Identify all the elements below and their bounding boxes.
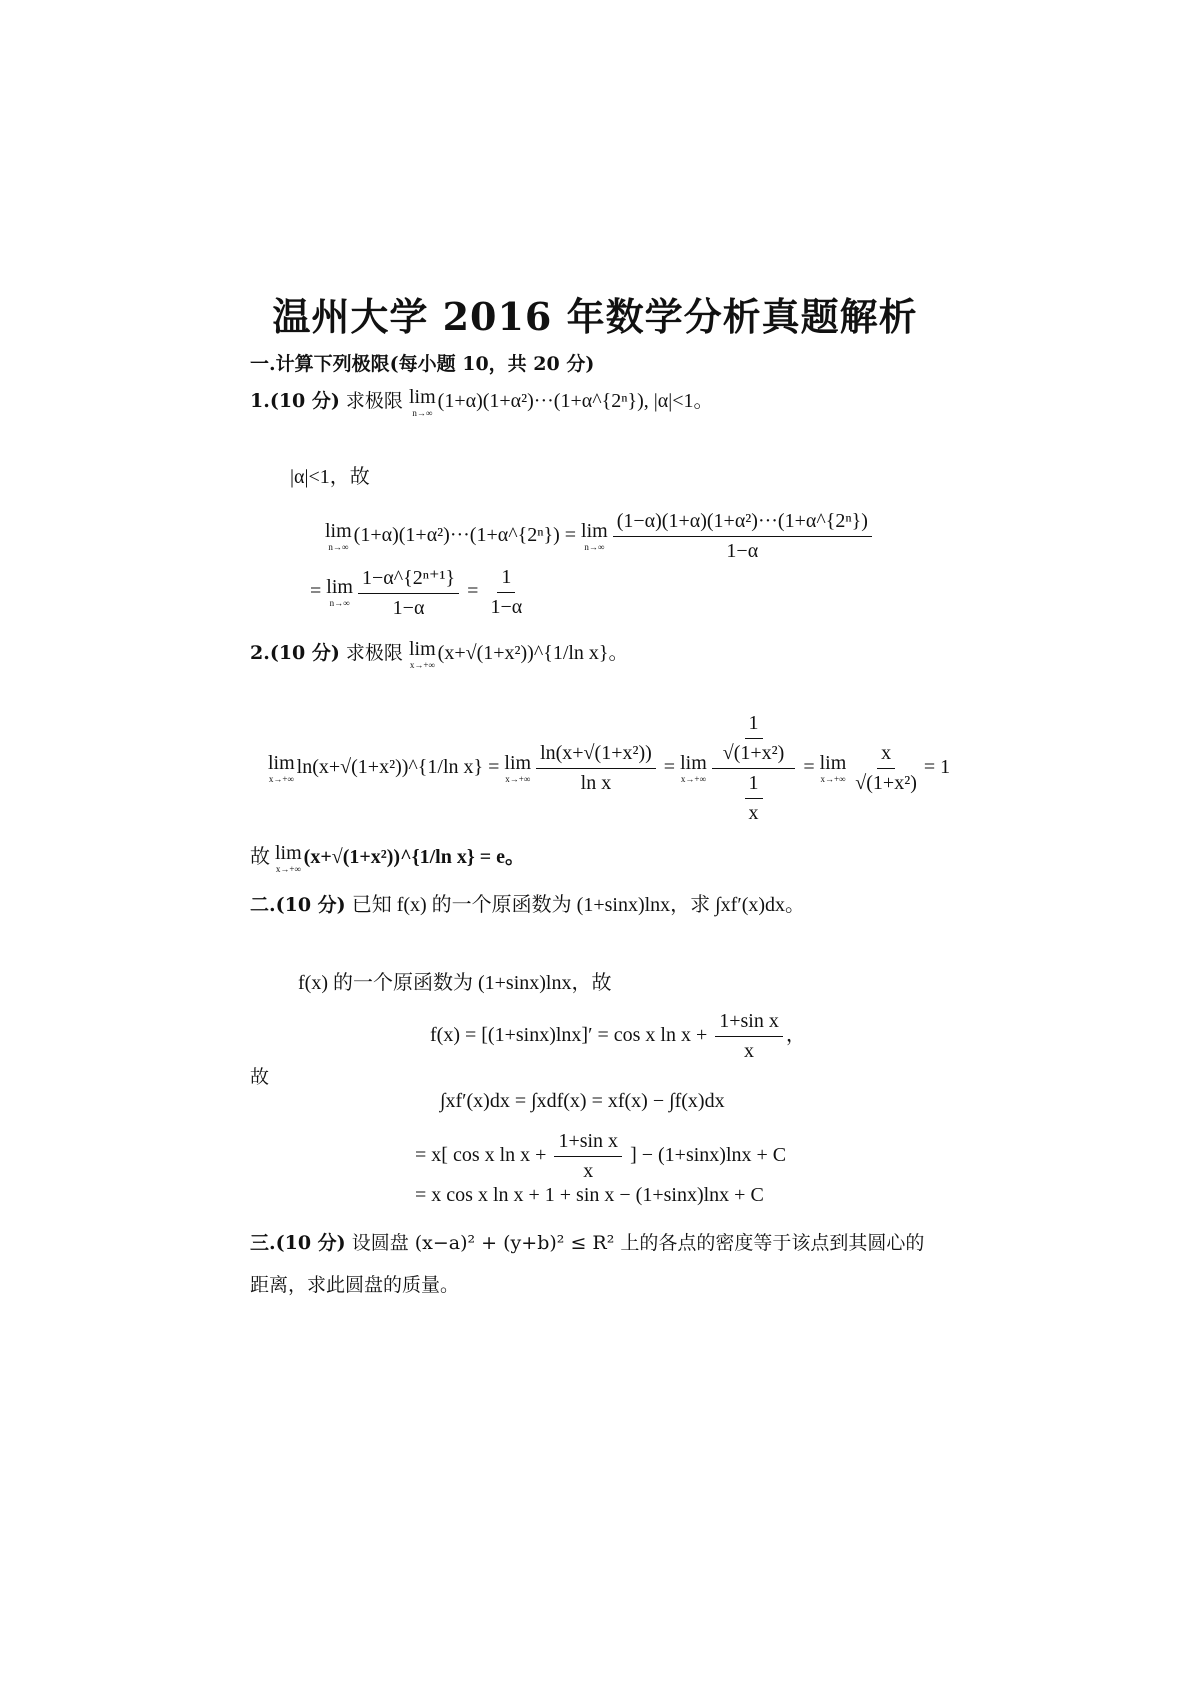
section2-sol-int1: ∫xf′(x)dx = ∫xdf(x) = xf(x) − ∫f(x)dx [440,1090,725,1112]
q1-sol-fraction3: $\frac{1}{1-\alpha}$ [490,566,523,618]
q1-lim: lim n→∞ [408,385,436,418]
q2-sol-result: = 1 [923,756,951,779]
q2-conclusion: 故 lim x→+∞ (x+√(1+x²))^{1/ln x} = e。 [250,841,525,874]
section2-line [250,888,805,917]
section3-line1 [250,1228,924,1255]
q1-solution-line1: lim n→∞ (1+α)(1+α²)···(1+α^{2ⁿ}) = lim n→∞ $\frac{\text{(1−α)(1+α)(1+α²)···(1+α\textasciicircum{}\{2ⁿ\})}}{1-\alpha}$ [325,510,875,563]
section2-sol-int2: = x[ cos x ln x + $\frac{\text{1+sin x}}{x}$ ] − (1+sinx)lnx + C [415,1130,787,1182]
q1-given: |α|<1，故 [290,466,370,488]
section1-heading: 一.计算下列极限(每小题 10，共 20 分) [250,353,595,375]
q1-sol-fraction: $\frac{\text{(1−α)(1+α)(1+α²)···(1+α\textasciicircum{}\{2ⁿ\})}}{1-\alpha}$ [613,510,872,563]
page-title: 温州大学 2016 年数学分析真题解析 [272,294,918,339]
section3-prompt1: 设圆盘 (x−a)² + (y+b)² ≤ R² 上的各点的密度等于该点到其圆心的 [351,1232,925,1254]
q1-expr: (1+α)(1+α²)···(1+α^{2ⁿ}), |α|<1。 [437,390,714,412]
section2-sol-intro: f(x) 的一个原函数为 (1+sinx)lnx，故 [298,972,612,994]
q1-solution-line2: = lim n→∞ $\frac{\text{1−α\textasciicircum{}\{2ⁿ⁺¹\}}}{1-\alpha}$ = $\frac{1}{1-\alpha}$ [310,565,529,620]
section2-sol-fx: f(x) = [(1+sinx)lnx]′ = cos x ln x + $\frac{\text{1+sin x}}{x}$ ， [430,1010,806,1062]
q1-label: 1.(10 分) [250,390,340,412]
q2-prompt: 求极限 [345,642,403,664]
q2-sol-fraction1: $\frac{\text{ln(x+√(1+x²))}}{\text{ln x}}$ [536,742,656,795]
q2-lim: lim x→+∞ [408,637,436,670]
q2-expr: (x+√(1+x²))^{1/ln x}。 [437,642,629,664]
q1-line [250,384,714,418]
section2-gu: 故 [250,1066,270,1088]
section2-sol-int3: = x cos x ln x + 1 + sin x − (1+sinx)lnx + C [415,1184,764,1206]
q1-prompt: 求极限 [345,390,403,412]
q2-label: 2.(10 分) [250,642,340,664]
q1-sol-lhs: (1+α)(1+α²)···(1+α^{2ⁿ}) = [353,524,577,547]
section2-label: 二.(10 分) [250,894,346,916]
q2-sol-fraction3: $\frac{x}{\text{√(1+x²)}}$ [855,742,917,794]
q1-sol-fraction2: $\frac{\text{1−α\textasciicircum{}\{2ⁿ⁺¹\}}}{1-\alpha}$ [358,565,459,620]
q2-solution: lim x→+∞ ln(x+√(1+x²))^{1/ln x} = lim x→+∞ $\frac{\text{ln(x+√(1+x²))}}{\text{ln x}}$ = lim x→+∞ $\frac{\frac{1}{\text{√(1+x²)}}}{\frac{1}{x}}$ = lim x→+∞ $\frac{x}{\text{√(1+x²)}}$ = 1 [268,712,951,824]
q2-line [250,636,629,670]
section2-prompt: 已知 f(x) 的一个原函数为 (1+sinx)lnx，求 ∫xf′(x)dx。 [351,894,806,916]
section3-line2: 距离，求此圆盘的质量。 [250,1274,460,1296]
q2-sol-lhs: ln(x+√(1+x²))^{1/ln x} = [296,756,500,779]
section3-label: 三.(10 分) [250,1232,346,1254]
q2-sol-fraction2: $\frac{\frac{1}{\text{√(1+x²)}}}{\frac{1}{x}}$ [712,712,796,825]
